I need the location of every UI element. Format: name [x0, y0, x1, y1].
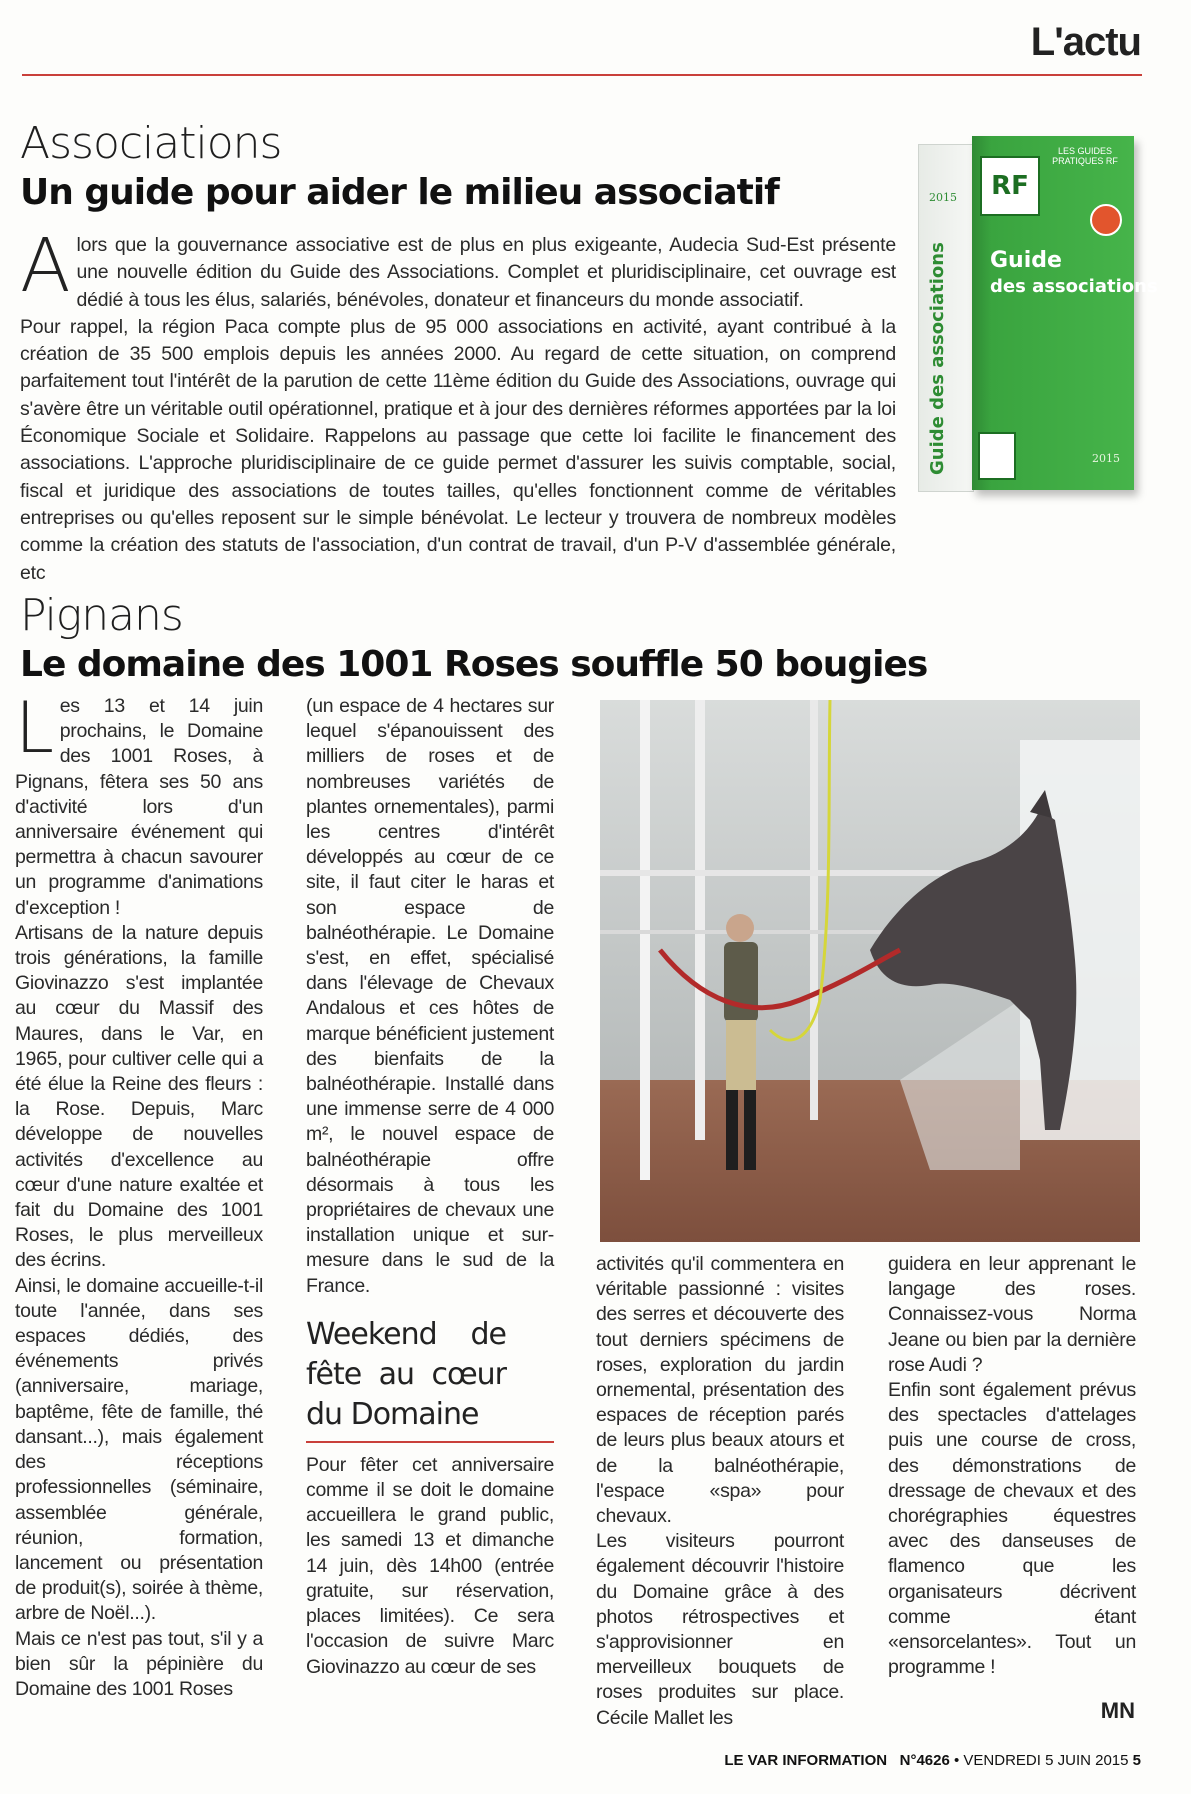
article2-col1-p2: Artisans de la nature depuis trois générations, la famille Giovinazzo s'est implantée au cœur du Massif des Maures, dans le Var, en 1965, pour cultiver celle qui a été élue la Reine des fleurs : la Rose. Depuis, Marc développe de nouvelles activités d'excellence au cœur d'une nature exaltée et fait du Domaine des 1001 Roses, le plus merveilleux des écrins. [15, 921, 263, 1272]
article1-kicker: Associations [20, 118, 282, 169]
issue-number: N°4626 [899, 1752, 950, 1769]
book-spine-year: 2015 [929, 191, 957, 204]
horse-balneotherapy-photo [600, 700, 1140, 1242]
article2-column-4 [888, 1252, 1136, 1680]
article2-column-1 [15, 687, 263, 1702]
article1-dropcap: A [20, 223, 71, 309]
article2-kicker: Pignans [20, 590, 183, 641]
book-spine-title: Guide des associations [927, 242, 948, 475]
rf-logo [980, 156, 1040, 216]
publication-name: LE VAR INFORMATION [724, 1752, 888, 1769]
rf-logo-text: RF [991, 171, 1029, 201]
article2-subhead-text: Weekend de fête au cœur du Domaine [306, 1316, 506, 1432]
book-title-line2: des associations [990, 276, 1158, 297]
book-front-year: 2015 [1092, 452, 1120, 465]
article2-col4-p1: guidera en leur apprenant le langage des roses. Connaissez-vous Norma Jeane ou bien par la dernière rose Audi ? [888, 1253, 1136, 1376]
article2-col4-p2: Enfin sont également prévus des spectacles d'attelages puis une course de cross, des démonstrations de dressage de chevaux et des chorégraphies équestres avec des danseuses de flamenco que les organisateurs décrivent comme étant «ensorcelantes». Tout un programme ! [888, 1379, 1136, 1679]
section-rubric: L'actu [1030, 20, 1141, 64]
book-front [972, 136, 1158, 490]
page-number: 5 [1132, 1752, 1141, 1769]
article2-col1-p4: Mais ce n'est pas tout, s'il y a bien sûr la pépinière du Domaine des 1001 Roses [15, 1627, 263, 1700]
article2-col1-p3: Ainsi, le domaine accueille-t-il toute l'année, dans ses espaces dédiés, des événements privés (anniversaire, mariage, baptême, fête de famille, thé dansant...), mais également des réceptions professionnelles (séminaire, assemblée générale, réunion, formation, lancement ou présentation de produit(s), soirée à thème, arbre de Noël...). [15, 1274, 263, 1625]
header-rule [22, 74, 1142, 76]
article2-col1-p1: es 13 et 14 juin prochains, le Domaine des 1001 Roses, à Pignans, fêtera ses 50 ans d'activité lors d'un anniversaire événement qui permettra à chacun savourer un programme d'animations d'exception ! [15, 695, 263, 919]
book-title-line1: Guide [990, 248, 1062, 273]
article2-signature: MN [1100, 1698, 1135, 1723]
book-spine [918, 144, 974, 492]
article2-col2-p2: Pour fêter cet anniversaire comme il se doit le domaine accueillera le grand public, les samedi 13 et dimanche 14 juin, dès 14h00 (entrée gratuite, sur réservation, places limitées). Ce sera l'occasion de suivre Marc Giovinazzo au cœur de ses [306, 1453, 554, 1678]
book-footer-logo [978, 432, 1016, 480]
article1-paragraph-start: lors que la gouvernance associative est de plus en plus exigeante, Audecia Sud-Est présente une nouvelle édition du Guide des Associations. Complet et pluridisciplinaire, cet ouvrage est dédié à tous les élus, salariés, bénévoles, donateur et financeurs du monde associatif. [76, 234, 896, 311]
guide-book-cover [918, 136, 1158, 498]
book-series: LES GUIDES PRATIQUES RF [1052, 146, 1118, 166]
article1-body [20, 223, 896, 587]
article2-column-2 [306, 694, 554, 1680]
article2-col3-p1: activités qu'il commentera en véritable passionné : visites des serres et découverte des tout derniers spécimens de roses, exploration du jardin ornemental, présentation des espaces de réception parés de leurs plus beaux atours et de la balnéothérapie, l'espace «spa» pour chevaux. [596, 1253, 844, 1528]
photo-illustration [600, 700, 1140, 1242]
page-footer [724, 1752, 1141, 1769]
badge-icon [1090, 204, 1122, 236]
article2-dropcap: L [15, 687, 54, 769]
article2-col2-p1: (un espace de 4 hectares sur lequel s'épanouissent des milliers de roses et de nombreuses variétés de plantes ornementales), parmi les centres d'intérêt développés au cœur de ce site, il faut citer le haras et son espace de balnéothérapie. Le Domaine s'est, en effet, spécialisé dans l'élevage de Chevaux Andalous et ces hôtes de marque bénéficient justement des bienfaits de la balnéothérapie. Installé dans une immense serre de 4 000 m², le nouvel espace de balnéothérapie offre désormais à tous les propriétaires de chevaux une installation unique et sur-mesure dans le sud de la France. [306, 695, 554, 1297]
article1-paragraph-2: Pour rappel, la région Paca compte plus de 95 000 associations en activité, ayant contribué à la création de 35 500 emplois depuis les années 2000. Au regard de cette situation, on comprend parfaitement tout l'intérêt de la parution de cette 11ème édition du Guide des Associations, ouvrage qui s'avère être un véritable outil opérationnel, pratique et à jour des dernières réformes apportées par la loi Économique Sociale et Solidaire. Rappelons au passage que cette loi facilite le financement des associations. L'approche pluridisciplinaire de ce guide permet d'assurer les suivis comptable, social, fiscal et juridique des associations de toutes tailles, qu'elles fonctionnent comme de véritables entreprises ou qu'elles reposent sur le simple bénévolat. Le lecteur y trouvera de nombreux modèles comme la création des statuts de l'association, d'un contrat de travail, d'un P-V d'assemblée générale, etc [20, 315, 896, 584]
article2-headline: Le domaine des 1001 Roses souffle 50 bougies [20, 644, 928, 685]
article2-col3-p2: Les visiteurs pourront également découvrir l'histoire du Domaine grâce à des photos rétrospectives et s'approvisionner en merveilleux bouquets de roses produites sur place. Cécile Mallet les [596, 1530, 844, 1729]
article2-column-3 [596, 1252, 844, 1731]
article2-subhead [306, 1315, 554, 1443]
issue-date: VENDREDI 5 JUIN 2015 [963, 1752, 1129, 1769]
article1-headline: Un guide pour aider le milieu associatif [20, 172, 779, 213]
footer-separator: • [953, 1752, 960, 1769]
